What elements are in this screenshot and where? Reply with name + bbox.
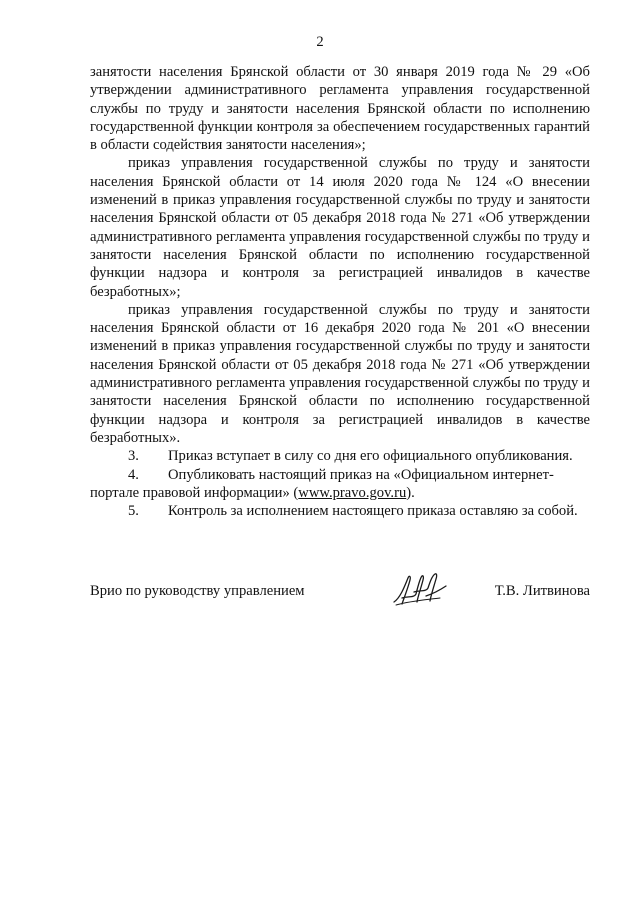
pravo-link[interactable]: www.pravo.gov.ru bbox=[298, 484, 407, 501]
item-text-5: Контроль за исполнением настоящего приказа оставляю за собой. bbox=[168, 503, 578, 520]
page-number: 2 bbox=[316, 34, 324, 50]
item-text-4-end: ). bbox=[406, 484, 415, 501]
item-text-4: Опубликовать настоящий приказ на «Официальном интернет- bbox=[168, 466, 554, 483]
item-number-5: 5. bbox=[128, 503, 139, 520]
handwritten-signature bbox=[390, 568, 450, 610]
list-item-5 bbox=[90, 502, 590, 520]
item-number-3: 3. bbox=[128, 448, 139, 465]
signature-block bbox=[90, 578, 590, 618]
paragraph-2: приказ управления государственной службы по труду и занятости населения Брянской области от 14 июля 2020 года № 124 «О внесении изменений в приказ управления государственной службы по труду и занятости населения Брянской области от 05 декабря 2018 года № 271 «Об утверждении административного регламента управления государственной службы по труду и занятости населения Брянской области по исполнению государственной функции надзора и контроля за регистрацией инвалидов в качестве безработных»; bbox=[90, 155, 590, 300]
document-body bbox=[90, 63, 590, 520]
list-item-4 bbox=[90, 466, 590, 484]
paragraph-1: занятости населения Брянской области от 30 января 2019 года № 29 «Об утверждении административного регламента управления государственной службы по труду и занятости населения Брянской области по исполнению государственной функции контроля за обеспечением государственных гарантий в области содействия занятости населения»; bbox=[90, 64, 590, 154]
list-item-3 bbox=[90, 447, 590, 465]
signatory-name: Т.В. Литвинова bbox=[494, 583, 590, 599]
item-number-4: 4. bbox=[128, 466, 139, 483]
paragraph-3: приказ управления государственной службы по труду и занятости населения Брянской области от 16 декабря 2020 года № 201 «О внесении изменений в приказ управления государственной службы по труду и занятости населения Брянской области от 05 декабря 2018 года № 271 «Об утверждении административного регламента управления государственной службы по труду и занятости населения Брянской области по исполнению государственной функции надзора и контроля за регистрацией инвалидов в качестве безработных». bbox=[90, 301, 590, 446]
signatory-position: Врио по руководству управлением bbox=[90, 583, 305, 599]
item-4-continuation bbox=[90, 484, 590, 502]
item-text-4-cont: портале правовой информации» ( bbox=[90, 484, 299, 501]
item-text-3: Приказ вступает в силу со дня его официального опубликования. bbox=[168, 448, 573, 465]
